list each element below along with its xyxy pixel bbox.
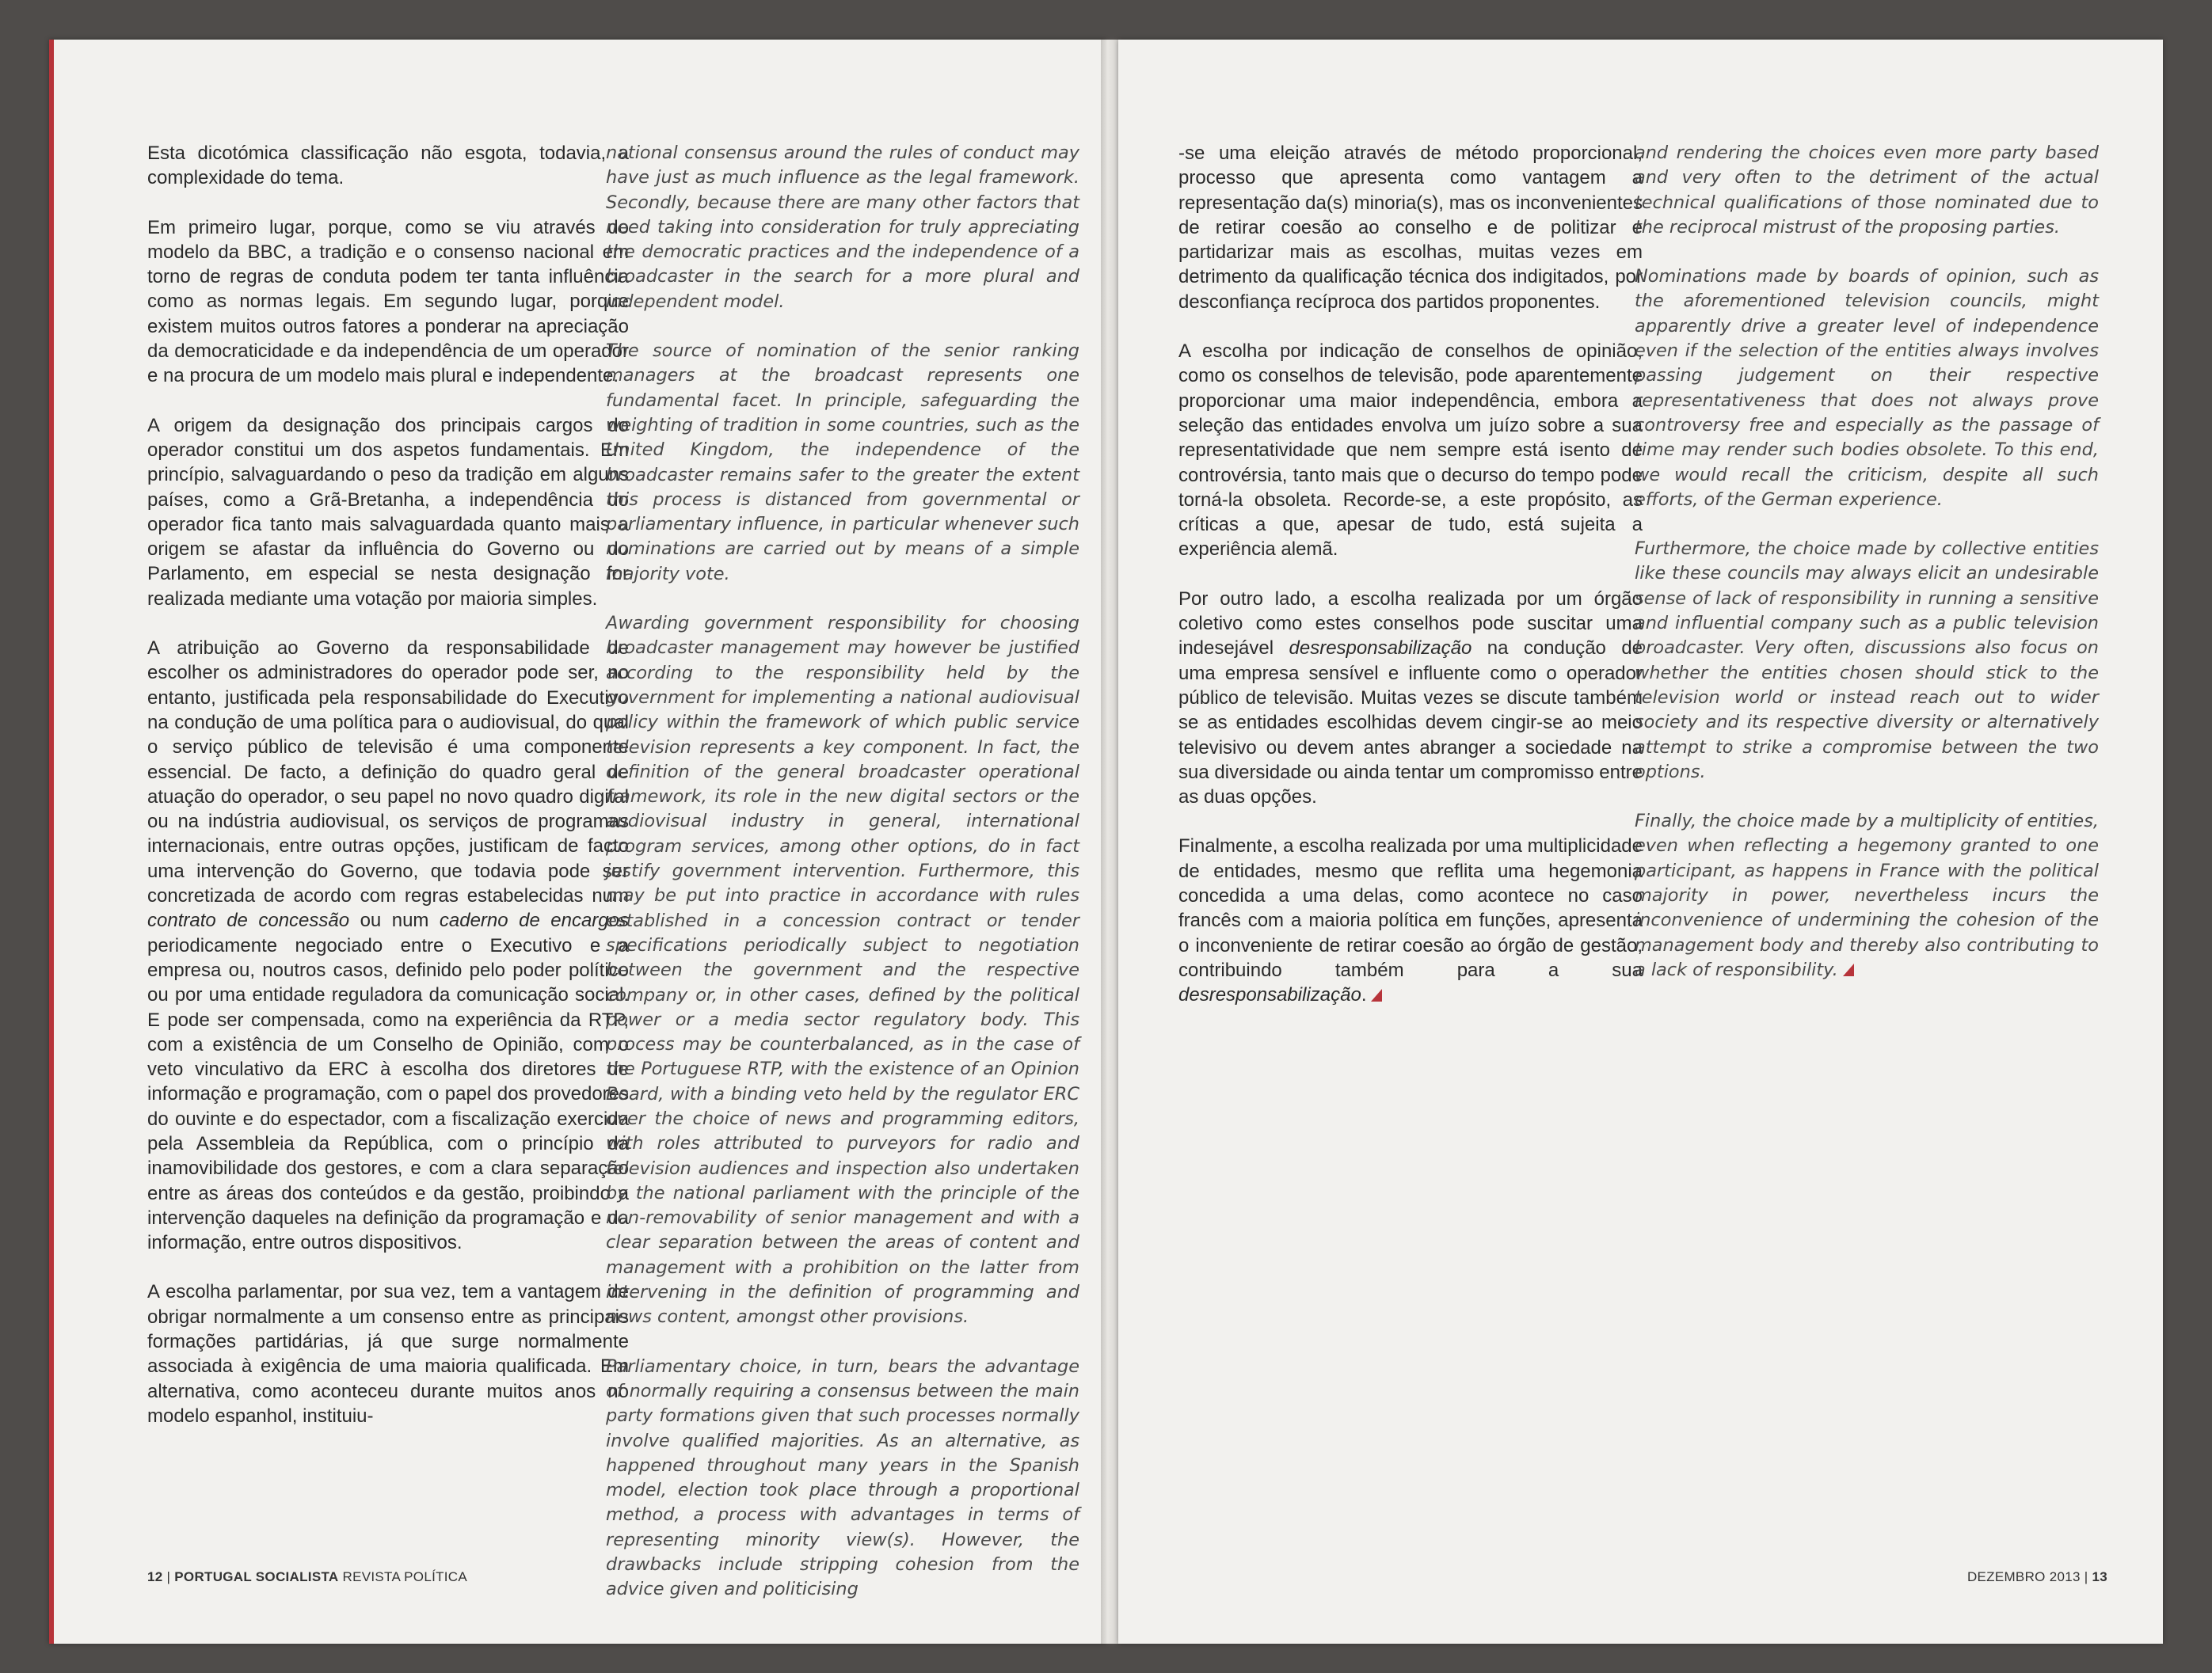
paragraph: The source of nomination of the senior ranking managers at the broadcast represents one fundamental facet. In principle, safeguarding the weighting of tradition in some countries, such as the United Kingdom, the independence of the broadcaster remains safer to the greater the extent this process is distanced from governmental or parliamentary influence, in particular whenever such nominations are carried out by means of a simple majority vote. xyxy=(606,340,1079,584)
page-number: 13 xyxy=(2092,1569,2107,1584)
paragraph: Awarding government responsibility for choosing broadcaster management may however be justified according to the responsibility held by the government for implementing a national audiovisual policy within the framework of which public service television represents a key component. In fact, the definition of the general broadcaster operational framework, its role in the new digital sectors or the audiovisual industry in general, international program services, among other options, do in fact justify government intervention. Furthermore, this may be put into practice in accordance with rules established in a concession contract or tender specifications periodically subject to negotiation between the government and the respective company or, in other cases, defined by the political power or a media sector regulatory body. This process may be counterbalanced, as in the case of the Portuguese RTP, with the existence of an Opinion Board, with a binding veto held by the regulator ERC over the choice of news and programming editors, with roles attributed to purveyors for radio and television audiences and inspection also undertaken by the national parliament with the principle of the non-removability of senior management and with a clear separation between the areas of content and management with a prohibition on the latter from intervening in the definition of programming and news content, amongst other provisions. xyxy=(606,613,1079,1328)
publication-subtitle: REVISTA POLÍTICA xyxy=(342,1569,468,1584)
text-run: ou num xyxy=(349,910,440,932)
paragraph: Parliamentary choice, in turn, bears the advantage of normally requiring a consensus between the main party formations given that such processes normally involve qualified majorities. As an alternative, as happened throughout many years in the Spanish model, election took place through a proportional method, a process with advantages in terms of representing minority view(s). However, the drawbacks include stripping cohesion from the advice given and politicising xyxy=(606,1356,1079,1600)
page-folio-left: 12 | PORTUGAL SOCIALISTA REVISTA POLÍTICA xyxy=(147,1569,468,1584)
emphasis: contrato de concessão xyxy=(147,910,350,932)
paragraph: Em primeiro lugar, porque, como se viu através do modelo da BBC, a tradição e o consenso nacional em torno de regras de conduta podem ter tanta influência como as normas legais. Em segundo lugar, porque existem muitos outros fatores a ponderar na apreciação da democraticidade e da independência de um operador e na procura de um modelo mais plural e independente. xyxy=(147,216,629,387)
paragraph: Furthermore, the choice made by collective entities like these councils may always elicit an undesirable sense of lack of responsibility in running a sensitive and influential company such as a public television broadcaster. Very often, discussions also focus on whether the entities chosen should stick to the television world or instead reach out to wider society and its respective diversity or alternatively attempt to strike a compromise between the two options. xyxy=(1635,538,2099,782)
text-run: Finally, the choice made by a multiplicity of entities, even when reflecting a hegemony granted to one participant, as happens in France with the political majority in power, nevertheless incurs the inconvenience of undermining the cohesion of the management body and thereby also contributing to a lack of responsibility. xyxy=(1635,811,2099,980)
paragraph: Esta dicotómica classificação não esgota, todavia, a complexidade do tema. xyxy=(147,143,629,189)
left-column-english xyxy=(606,141,1079,1627)
paragraph: -se uma eleição através de método proporcional, processo que apresenta como vantagem a representação da(s) minoria(s), mas os inconvenientes de retirar coesão ao conselho e de politizar e partidarizar mais as escolhas, muitas vezes em detrimento da qualificação técnica dos indigitados, por desconfiança recíproca dos partidos proponentes. xyxy=(1178,143,1643,313)
paragraph xyxy=(147,636,629,1255)
left-page xyxy=(49,40,1106,1644)
text-run: . xyxy=(1361,984,1367,1006)
end-of-article-icon xyxy=(1371,989,1382,1002)
right-page xyxy=(1118,40,2163,1644)
text-run: Por outro lado, a escolha realizada por um órgão coletivo como estes conselhos pode suscitar uma indesejável xyxy=(1178,587,1643,660)
paragraph xyxy=(1178,587,1643,810)
magazine-spread xyxy=(49,40,2163,1644)
emphasis: caderno de encargos xyxy=(439,910,629,932)
emphasis: desresponsabilização xyxy=(1289,637,1472,660)
paragraph: A escolha parlamentar, por sua vez, tem a vantagem de obrigar normalmente a um consenso entre as principais formações partidárias, já que surge normalmente associada à exigência de uma maioria qualificada. Em alternativa, como aconteceu durante muitos anos no modelo espanhol, instituiu- xyxy=(147,1281,629,1427)
end-of-article-icon xyxy=(1843,964,1854,976)
issue-date: DEZEMBRO 2013 xyxy=(1966,1569,2081,1584)
paragraph: A origem da designação dos principais cargos do operador constitui um dos aspetos fundamentais. Em princípio, salvaguardando o peso da tradição em alguns países, como a Grã-Bretanha, a independência do operador fica tanto mais salvaguardada quanto mais a origem se afastar da influência do Governo ou do Parlamento, em especial se nesta designação for realizada mediante uma votação por maioria simples. xyxy=(147,414,629,610)
paragraph: national consensus around the rules of conduct may have just as much influence as the legal framework. Secondly, because there are many other factors that need taking into consideration for truly appreciating the democratic practices and the independence of a broadcaster in the search for a more plural and independent model. xyxy=(606,143,1079,312)
publication-title: PORTUGAL SOCIALISTA xyxy=(174,1569,339,1584)
paragraph: and rendering the choices even more party based and very often to the detriment of the actual technical qualifications of those nominated due to the reciprocal mistrust of the proposing parties. xyxy=(1635,143,2099,238)
right-column-english xyxy=(1635,141,2099,1007)
page-folio-right: DEZEMBRO 2013 | 13 xyxy=(1966,1569,2107,1584)
paragraph xyxy=(1635,809,2099,983)
paragraph xyxy=(1178,834,1643,1007)
page-number: 12 xyxy=(147,1569,163,1584)
left-column-portuguese xyxy=(147,141,629,1453)
text-run: periodicamente negociado entre o Executivo e a empresa ou, noutros casos, definido pelo poder político ou por uma entidade reguladora da comunicação social. E pode ser compensada, como na experiência da RTP, com a existência de um Conselho de Opinião, com o veto vinculativo da ERC à escolha dos diretores de informação e programação, com o papel dos provedores do ouvinte e do espectador, com a fiscalização exercida pela Assembleia da República, com o princípio da inamovibilidade dos gestores, e com a clara separação entre as áreas dos conteúdos e da gestão, proibindo a intervenção daqueles na definição da programação e da informação, entre outros dispositivos. xyxy=(147,934,629,1254)
paragraph: A escolha por indicação de conselhos de opinião, como os conselhos de televisão, pode aparentemente proporcionar uma maior independência, embora a seleção das entidades envolva um juízo sobre a sua representatividade que nem sempre está isento de controvérsia, tanto mais que o decurso do tempo pode torná-la obsoleta. Recorde-se, a este propósito, as críticas a que, apesar de tudo, está sujeita a experiência alemã. xyxy=(1178,340,1643,561)
text-run: na condução de uma empresa sensível e influente como o operador público de televisão. Muitas vezes se discute também se as entidades escolhidas devem cingir-se ao meio televisivo ou devem antes abranger a sociedade na sua diversidade ou ainda tentar um compromisso entre as duas opções. xyxy=(1178,637,1643,808)
text-run: A atribuição ao Governo da responsabilidade de escolher os administradores do operador pode ser, no entanto, justificada pela responsabilidade do Executivo na condução de uma política para o audiovisual, do qual o serviço público de televisão é uma componente essencial. De facto, a definição do quadro geral de atuação do operador, o seu papel no novo quadro digital ou na indústria audiovisual, os serviços de programas internacionais, entre outras opções, justificam de facto uma intervenção do Governo, que todavia pode ser concretizada de acordo com regras estabelecidas num xyxy=(147,637,629,907)
right-column-portuguese xyxy=(1178,141,1643,1032)
paragraph: Nominations made by boards of opinion, such as the aforementioned television councils, might apparently drive a greater level of independence even if the selection of the entities always involves passing judgement on their respective representativeness that does not always prove controversy free and especially as the passage of time may render such bodies obsolete. To this end, we would recall the criticism, despite all such efforts, of the German experience. xyxy=(1635,266,2099,510)
text-run: Finalmente, a escolha realizada por uma multiplicidade de entidades, mesmo que reflita uma hegemonia concedida a uma delas, como acontece no caso francês com a maioria política em funções, apresenta o inconveniente de retirar coesão ao órgão de gestão, contribuindo também para a sua xyxy=(1178,835,1643,981)
emphasis: desresponsabilização xyxy=(1178,984,1361,1006)
spine-gutter xyxy=(1101,40,1118,1644)
